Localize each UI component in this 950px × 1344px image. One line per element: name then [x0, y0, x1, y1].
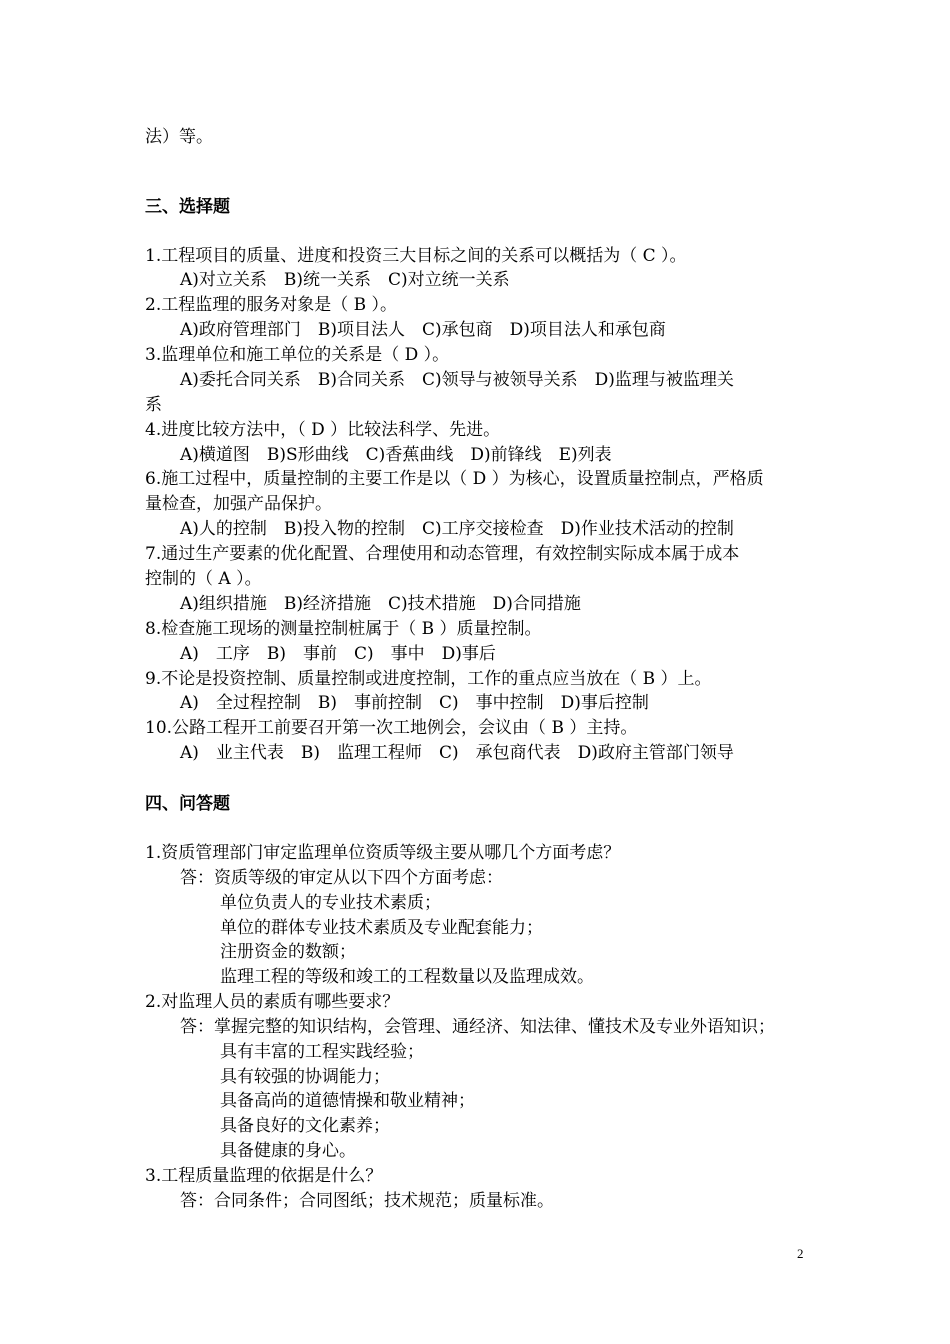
- qa-2-answer: 答：掌握完整的知识结构，会管理、通经济、知法律、懂技术及专业外语知识；: [180, 1017, 775, 1037]
- question-2: 2.工程监理的服务对象是（ B ）。: [145, 295, 398, 315]
- question-7-wrap: 控制的（ A ）。: [145, 569, 262, 589]
- question-6-options: A)人的控制 B)投入物的控制 C)工序交接检查 D)作业技术活动的控制: [180, 519, 734, 539]
- question-1: 1.工程项目的质量、进度和投资三大目标之间的关系可以概括为（ C ）。: [145, 246, 687, 266]
- qa-2-point: 具备高尚的道德情操和敬业精神；: [220, 1091, 475, 1111]
- question-4-options: A)横道图 B)S形曲线 C)香蕉曲线 D)前锋线 E)列表: [180, 445, 612, 465]
- qa-1-point: 注册资金的数额；: [220, 942, 356, 962]
- qa-3-answer: 答：合同条件；合同图纸；技术规范；质量标准。: [180, 1191, 554, 1211]
- qa-2-point: 具有丰富的工程实践经验；: [220, 1042, 424, 1062]
- qa-1-point: 监理工程的等级和竣工的工程数量以及监理成效。: [220, 967, 594, 987]
- question-7: 7.通过生产要素的优化配置、合理使用和动态管理，有效控制实际成本属于成本: [145, 544, 740, 564]
- question-1-options: A)对立关系 B)统一关系 C)对立统一关系: [180, 270, 510, 290]
- qa-3-question: 3.工程质量监理的依据是什么？: [145, 1166, 383, 1186]
- qa-1-point: 单位负责人的专业技术素质；: [220, 893, 441, 913]
- question-10-options: A) 业主代表 B) 监理工程师 C) 承包商代表 D)政府主管部门领导: [180, 743, 734, 763]
- qa-2-point: 具备健康的身心。: [220, 1141, 356, 1161]
- question-3-options: A)委托合同关系 B)合同关系 C)领导与被领导关系 D)监理与被监理关: [180, 370, 734, 390]
- question-6-wrap: 量检查，加强产品保护。: [145, 494, 332, 514]
- question-6: 6.施工过程中，质量控制的主要工作是以（ D ）为核心，设置质量控制点，严格质: [145, 469, 764, 489]
- qa-2-point: 具有较强的协调能力；: [220, 1067, 390, 1087]
- page-number: 2: [797, 1246, 804, 1261]
- question-7-options: A)组织措施 B)经济措施 C)技术措施 D)合同措施: [180, 594, 581, 614]
- question-3: 3.监理单位和施工单位的关系是（ D ）。: [145, 345, 450, 365]
- question-10: 10.公路工程开工前要召开第一次工地例会，会议由（ B ）主持。: [145, 718, 638, 738]
- question-8-options: A) 工序 B) 事前 C) 事中 D)事后: [180, 644, 496, 664]
- section3-heading: 三、选择题: [145, 197, 230, 217]
- question-8: 8.检查施工现场的测量控制桩属于（ B ）质量控制。: [145, 619, 542, 639]
- question-4: 4.进度比较方法中，（ D ）比较法科学、先进。: [145, 420, 501, 440]
- qa-1-answer: 答：资质等级的审定从以下四个方面考虑：: [180, 868, 503, 888]
- qa-1-point: 单位的群体专业技术素质及专业配套能力；: [220, 918, 543, 938]
- intro-tail-text: 法）等。: [145, 127, 213, 147]
- section4-heading: 四、问答题: [145, 794, 230, 814]
- qa-2-question: 2.对监理人员的素质有哪些要求？: [145, 992, 400, 1012]
- question-9: 9.不论是投资控制、质量控制或进度控制，工作的重点应当放在（ B ）上。: [145, 669, 712, 689]
- qa-2-point: 具备良好的文化素养；: [220, 1116, 390, 1136]
- qa-1-question: 1.资质管理部门审定监理单位资质等级主要从哪几个方面考虑？: [145, 843, 621, 863]
- question-2-options: A)政府管理部门 B)项目法人 C)承包商 D)项目法人和承包商: [180, 320, 666, 340]
- question-3-options-wrap: 系: [145, 395, 162, 415]
- question-9-options: A) 全过程控制 B) 事前控制 C) 事中控制 D)事后控制: [180, 693, 649, 713]
